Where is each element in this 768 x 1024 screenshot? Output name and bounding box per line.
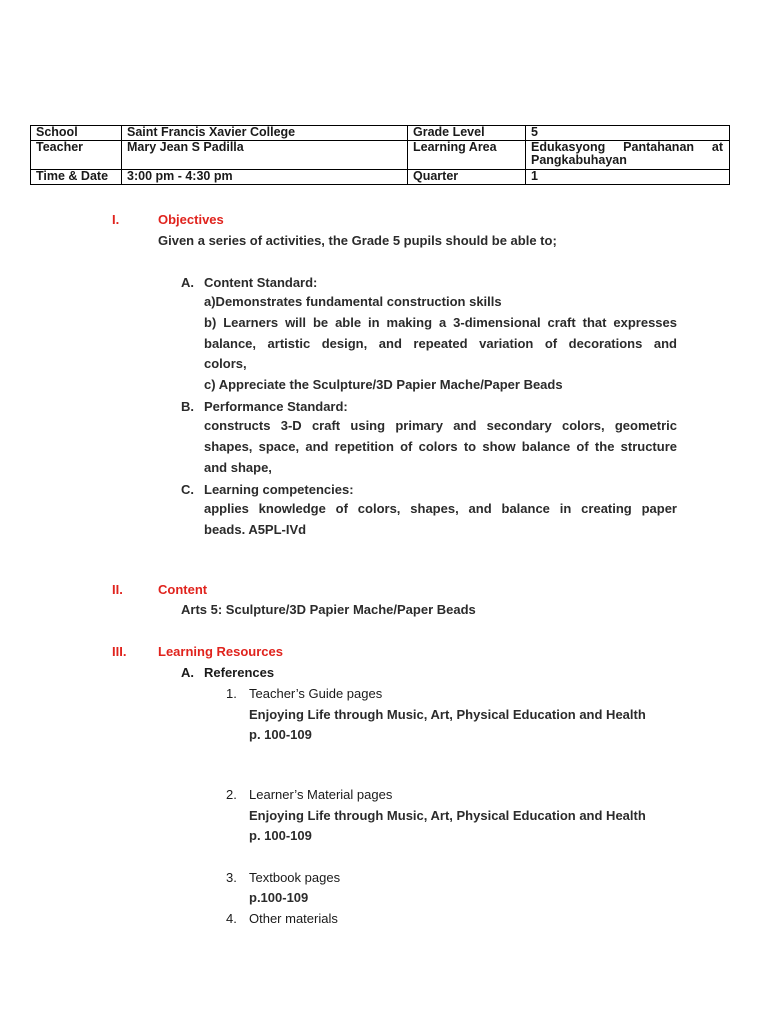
content-standard-b-line1: b) Learners will be able in making a 3-dimensional craft that expresses: [204, 314, 677, 330]
time-value: 3:00 pm - 4:30 pm: [122, 170, 408, 185]
area-value-line1: Edukasyong Pantahanan at: [531, 140, 723, 154]
performance-standard-line1: constructs 3-D craft using primary and secondary colors, geometric: [204, 418, 677, 433]
reference-2-book: Enjoying Life through Music, Art, Physical Education and Health: [249, 808, 646, 823]
reference-1-label: Teacher’s Guide pages: [249, 686, 383, 701]
school-value: Saint Francis Xavier College: [122, 126, 408, 141]
content-standard-b-line3: colors,: [204, 356, 247, 372]
content-text: Arts 5: Sculpture/3D Papier Mache/Paper Beads: [181, 602, 476, 617]
content-numeral: II.: [112, 582, 123, 597]
performance-standard-title: Performance Standard:: [204, 399, 348, 414]
lesson-info-table: [30, 125, 730, 185]
reference-1-number: 1.: [226, 686, 237, 701]
table-row: [31, 141, 730, 170]
quarter-value: 1: [526, 170, 730, 185]
content-standard-text: [204, 292, 677, 396]
grade-label: Grade Level: [408, 126, 526, 141]
reference-2-pages: p. 100-109: [249, 828, 312, 843]
reference-3-pages: p.100-109: [249, 890, 309, 905]
time-label: Time & Date: [31, 170, 122, 185]
quarter-label: Quarter: [408, 170, 526, 185]
reference-4-number: 4.: [226, 911, 237, 926]
area-value: [526, 141, 730, 170]
performance-standard-line3: and shape,: [204, 459, 272, 475]
content-standard-title: Content Standard:: [204, 275, 318, 290]
reference-1-book: Enjoying Life through Music, Art, Physical Education and Health: [249, 707, 646, 722]
table-row: [31, 126, 730, 141]
references-letter: A.: [181, 665, 194, 680]
learning-competencies-line2: beads. A5PL-IVd: [204, 521, 307, 537]
reference-4-label: Other materials: [249, 911, 338, 926]
table-row: [31, 170, 730, 185]
area-label: Learning Area: [408, 141, 526, 170]
reference-2-label: Learner’s Material pages: [249, 787, 393, 802]
reference-2-number: 2.: [226, 787, 237, 802]
learning-competencies-line1: applies knowledge of colors, shapes, and balance in creating paper: [204, 501, 677, 516]
area-value-line2: Pangkabuhayan: [531, 153, 627, 167]
resources-heading: Learning Resources: [158, 644, 283, 659]
grade-value: 5: [526, 126, 730, 141]
performance-standard-line2: shapes, space, and repetition of colors to show balance of the structure: [204, 438, 677, 454]
content-heading: Content: [158, 582, 208, 597]
reference-3-number: 3.: [226, 870, 237, 885]
performance-standard-text: [204, 416, 677, 478]
content-standard-c: c) Appreciate the Sculpture/3D Papier Mache/Paper Beads: [204, 377, 563, 393]
objectives-heading: Objectives: [158, 212, 224, 227]
content-standard-b-line2: balance, artistic design, and repeated variation of decorations and: [204, 335, 677, 351]
objectives-numeral: I.: [112, 212, 120, 227]
learning-competencies-text: [204, 499, 677, 541]
school-label: School: [31, 126, 122, 141]
performance-standard-letter: B.: [181, 399, 194, 414]
learning-competencies-title: Learning competencies:: [204, 482, 354, 497]
references-title: References: [204, 665, 275, 680]
reference-3-label: Textbook pages: [249, 870, 341, 885]
content-standard-letter: A.: [181, 275, 194, 290]
teacher-value: Mary Jean S Padilla: [122, 141, 408, 170]
learning-competencies-letter: C.: [181, 482, 194, 497]
teacher-label: Teacher: [31, 141, 122, 170]
content-standard-a: a)Demonstrates fundamental construction skills: [204, 294, 502, 309]
objectives-intro: Given a series of activities, the Grade 5 pupils should be able to;: [158, 233, 557, 248]
reference-1-pages: p. 100-109: [249, 727, 312, 742]
resources-numeral: III.: [112, 644, 127, 659]
